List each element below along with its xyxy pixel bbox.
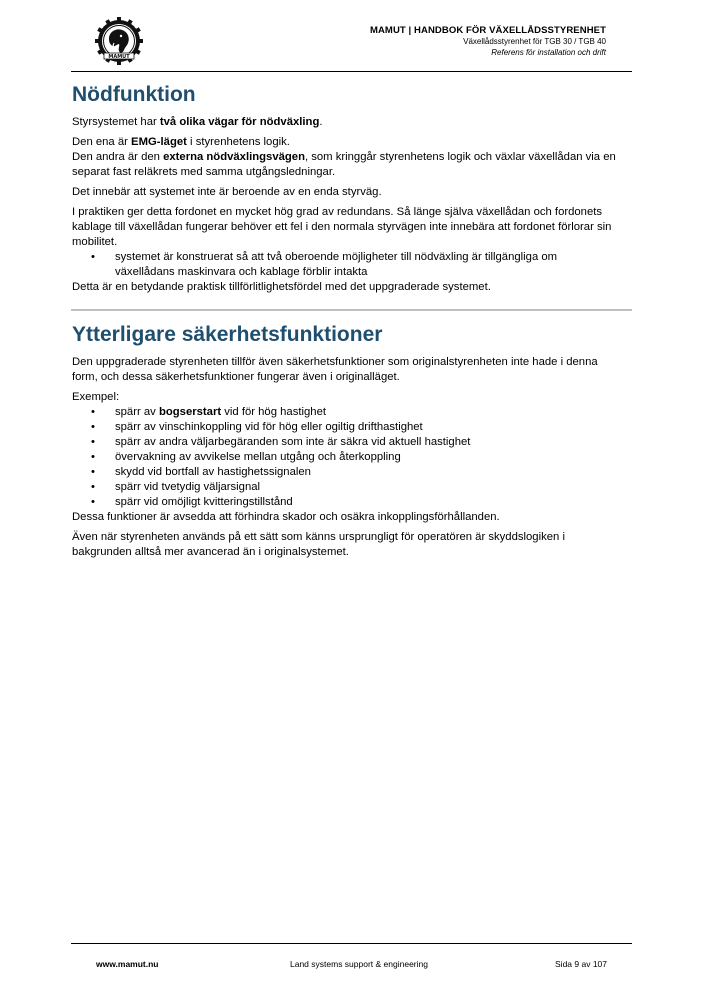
footer-website-link[interactable]: www.mamut.nu [96,959,159,969]
paragraph: Den andra är den externa nödväxlingsvägen, som kringgår styrenhetens logik och växlar växellådan via en separat fast reläkrets med samma utgångsledningar. [72,151,616,178]
paragraph: Detta är en betydande praktisk tillförlitlighetsfördel med det uppgraderade systemet. [72,281,491,293]
footer-tagline: Land systems support & engineering [290,959,428,969]
list-item: • spärr vid tvetydig väljarsignal [115,480,617,495]
list-item: • övervakning av avvikelse mellan utgång och återkoppling [115,450,617,465]
list-item: • skydd vid bortfall av hastighetssignalen [115,465,617,480]
section-heading-sakerhetsfunktioner: Ytterligare säkerhetsfunktioner [72,323,383,346]
footer-divider [71,943,632,944]
page-header [370,25,606,58]
list-item: • spärr av bogserstart vid för hög hastighet [115,405,617,420]
bullet-list [72,405,617,510]
header-subtitle-2: Referens för installation och drift [491,48,606,57]
header-divider [71,71,632,72]
paragraph: Dessa funktioner är avsedda att förhindra skador och osäkra inkopplingsförhållanden. [72,511,500,523]
list-item: • systemet är konstruerat så att två oberoende möjligheter till nödväxling är tillgängliga om växellådans maskinvara och kablage förblir intakta [115,250,617,280]
paragraph: Det innebär att systemet inte är beroende av en enda styrväg. [72,186,382,198]
paragraph: Styrsystemet har två olika vägar för nödväxling. [72,116,323,128]
footer-page-number: Sida 9 av 107 [555,959,607,969]
header-subtitle: Växellådsstyrenhet för TGB 30 / TGB 40 [463,37,606,46]
main-content [72,80,617,565]
section-divider [71,309,632,311]
mamut-logo-icon [95,17,143,65]
paragraph: Även när styrenheten används på ett sätt som känns ursprungligt för operatören är skyddslogiken i bakgrunden alltså mer avancerad än i originalsystemet. [72,531,565,558]
logo-text: MAMUT [108,54,130,60]
section-heading-nodfunktion: Nödfunktion [72,83,196,106]
list-item: • spärr av andra väljarbegäranden som inte är säkra vid aktuell hastighet [115,435,617,450]
list-item: • spärr vid omöjligt kvitteringstillstånd [115,495,617,510]
header-title: MAMUT | HANDBOK FÖR VÄXELLÅDSSTYRENHET [369,25,606,36]
paragraph: I praktiken ger detta fordonet en mycket hög grad av redundans. Så länge själva växellådan och fordonets kablage till växellådan fungerar behöver ett fel i den normala styrvägen inte innebära att fordonet förlorar sin mobilitet. [72,206,612,248]
bullet-list [72,250,617,280]
paragraph: Den ena är EMG-läget i styrenhetens logik. [72,136,290,148]
list-item: • spärr av vinschinkoppling vid för hög eller ogiltig drifthastighet [115,420,617,435]
paragraph: Exempel: [72,391,120,403]
paragraph: Den uppgraderade styrenheten tillför även säkerhetsfunktioner som originalstyrenheten inte hade i denna form, och dessa säkerhetsfunktioner fungerar även i originalläget. [72,356,598,383]
